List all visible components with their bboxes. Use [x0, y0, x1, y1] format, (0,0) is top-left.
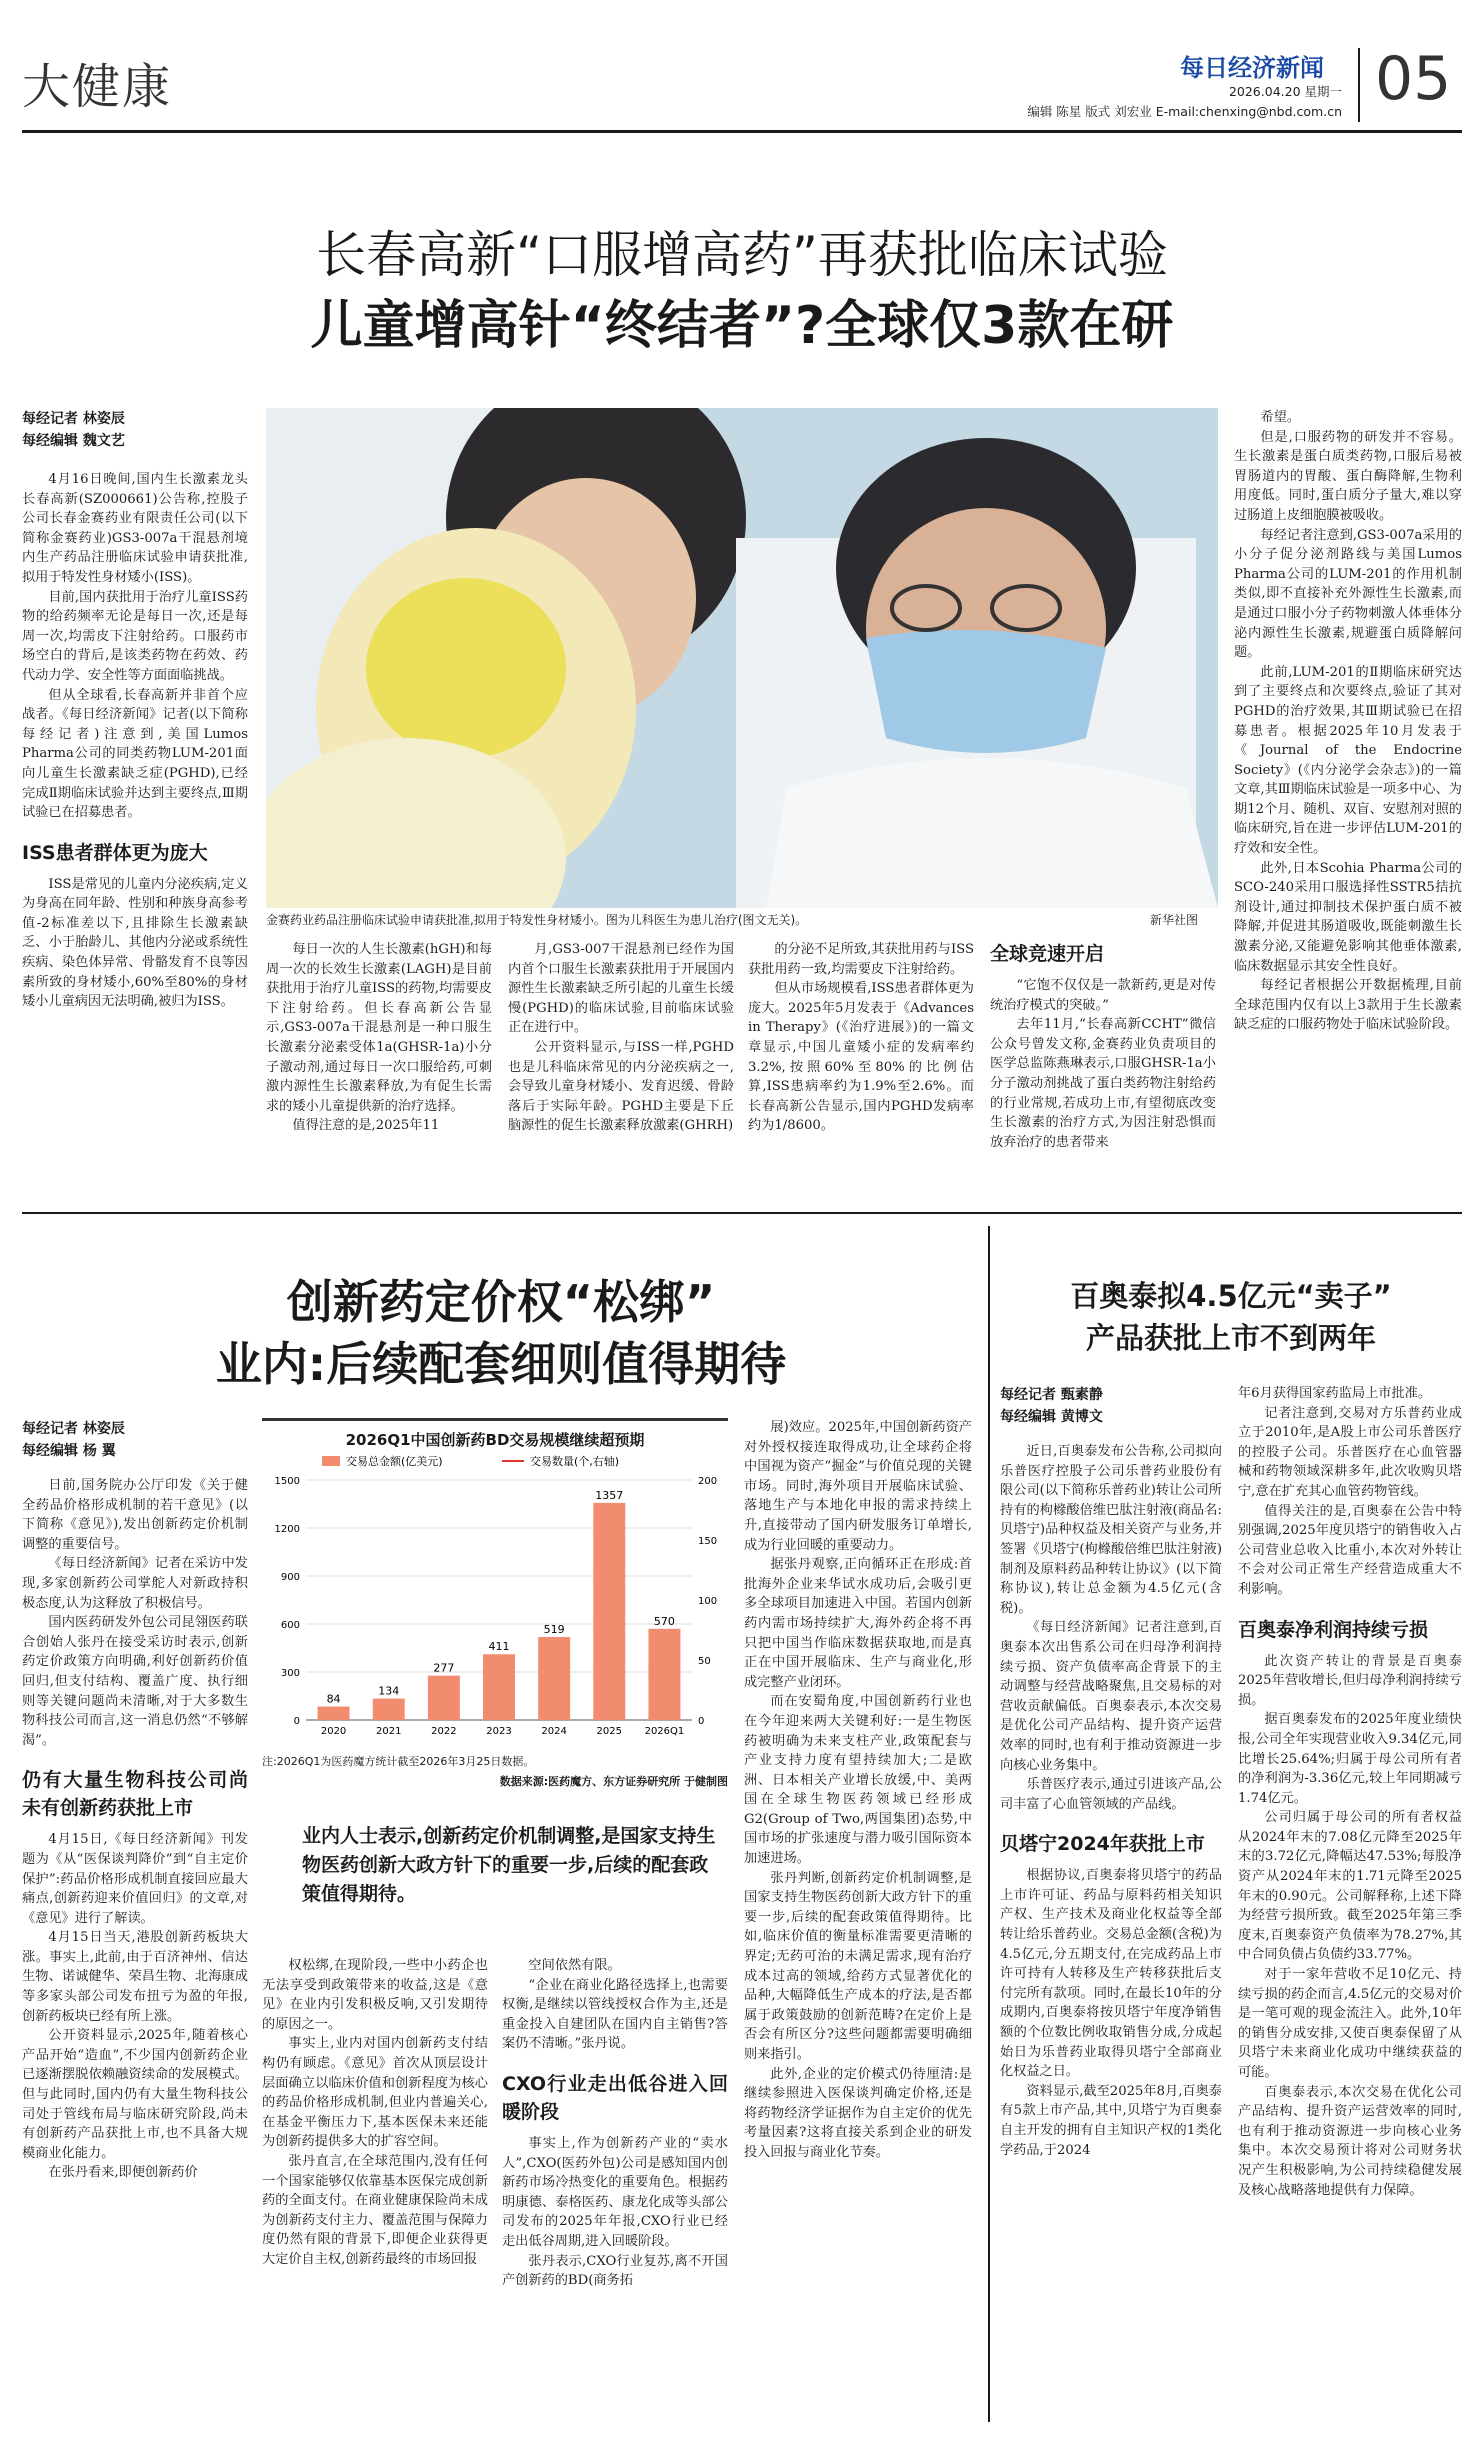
- news-photo: [266, 408, 1218, 908]
- article2-title-line1: 创新药定价权“松绑”: [286, 1275, 716, 1329]
- paragraph: 4月15日当天,港股创新药板块大涨。事实上,此前,由于百济神州、信达生物、诺诚健华、荣昌生物、北海康成等多家头部公司发布扭亏为盈的年报,创新药板块已经有所上涨。: [22, 1930, 248, 2024]
- bar: [483, 1654, 515, 1720]
- bar: [538, 1637, 570, 1720]
- y-tick-label: 0: [293, 1716, 300, 1727]
- paragraph: 张丹判断,创新药定价机制调整,是国家支持生物医药创新大政方针下的重要一步,后续的配套政策值得期待。比如,临床价值的衡量标准需要更清晰的界定;无药可治的未满足需求,现有治疗成本过高的领域,给药方式显著优化的品种,大幅降低生产成本的疗法,是否都属于政策鼓励的创新范畴?在定价上是否会有所区分?这些问题都需要明确细则来指引。: [744, 1870, 972, 2062]
- y-tick-label: 900: [280, 1572, 300, 1583]
- subheading: ISS患者群体更为庞大: [22, 841, 208, 864]
- legend-swatch-bar: [322, 1456, 340, 1466]
- article1-title-line1: 长春高新“口服增高药”再获批临床试验: [316, 226, 1168, 284]
- paragraph: 记者注意到,交易对方乐普药业成立于2010年,是A股上市公司乐普医疗的控股子公司。乐普医疗在心血管器械和药物领域深耕多年,此次收购贝塔宁,意在扩充其心血管药物管线。: [1238, 1405, 1462, 1499]
- y2-tick-label: 200: [698, 1476, 718, 1487]
- paragraph: 4月15日,《每日经济新闻》刊发题为《从“医保谈判降价”到“自主定价保护”:药品价格形成机制直接回应最大痛点,创新药迎来价值回归》的文章,对《意见》进行了解读。: [22, 1832, 248, 1926]
- paragraph: 月,GS3-007干混悬剂已经作为国内首个口服生长激素获批用于开展国内源性生长激素缺乏所引起的儿童生长缓慢(PGHD)的临床试验,目前临床试验正在进行中。: [508, 942, 734, 1036]
- paragraph: 此外,日本Scohia Pharma公司的SCO-240采用口服选择性SSTR5拮抗剂设计,通过抑制技术保护蛋白质不被降解,并促进其肠道吸收,既能刺激生长激素分泌,又能避免影响其他垂体激素,临床数据显示其安全性良好。: [1234, 860, 1462, 974]
- paragraph: 此前,LUM-201的Ⅱ期临床研究达到了主要终点和次要终点,验证了其对PGHD的治疗效果,其Ⅲ期试验已在招募患者。根据2025年10月发表于《Journal of the Endocrine Society》(《内分泌学会杂志》)的一篇文章,其Ⅲ期临床试验是一项多中心、为期12个月、随机、双盲、安慰剂对照的临床研究,旨在进一步评估LUM-201的疗效和安全性。: [1234, 664, 1462, 857]
- paragraph: 此外,企业的定价模式仍待厘清:是继续参照进入医保谈判确定价格,还是将药物经济学证据作为自主定价的优先考量因素?这将直接关系到企业的研发投入回报与商业化节奏。: [744, 2066, 972, 2160]
- paragraph: 但从全球看,长春高新并非首个应战者。《每日经济新闻》记者(以下简称每经记者)注意到,美国Lumos Pharma公司的同类药物LUM-201面向儿童生长激素缺乏症(PGHD),已经完成Ⅱ期临床试验并达到主要终点,Ⅲ期试验已在招募患者。: [22, 687, 248, 821]
- x-tick-label: 2022: [431, 1726, 457, 1737]
- article1-column-4: [748, 940, 974, 1202]
- paper-name: 每日经济新闻: [1180, 54, 1324, 82]
- paragraph: “它饱不仅仅是一款新药,更是对传统治疗模式的突破。”: [990, 978, 1216, 1013]
- article1-column-5: [990, 940, 1216, 1202]
- y2-tick-label: 0: [698, 1716, 705, 1727]
- paragraph: 但是,口服药物的研发并不容易。生长激素是蛋白质类药物,口服后易被胃肠道内的胃酸、蛋白酶降解,生物利用度低。同时,蛋白质分子量大,难以穿过肠道上皮细胞膜被吸收。: [1234, 429, 1462, 523]
- article2-column-1: [22, 1476, 248, 2422]
- paragraph: 此次资产转让的背景是百奥泰2025年营收增长,但归母净利润持续亏损。: [1238, 1653, 1462, 1708]
- paragraph: 公司归属于母公司的所有者权益从2024年末的7.08亿元降至2025年末的3.72亿元,降幅达47.53%;每股净资产从2024年末的1.71元降至2025年末的0.90元。公司解释称,上述下降为经营亏损所致。截至2025年第三季度末,百奥泰资产负债率为78.27%,其中合同负债占负债约33.77%。: [1238, 1810, 1462, 1963]
- article1-column-6: [1234, 408, 1462, 1202]
- paragraph: 张丹直言,在全球范围内,没有任何一个国家能够仅依靠基本医保完成创新药的全面支付。在商业健康保险尚未成为创新药支付主力、覆盖范围与保障力度仍然有限的背景下,即便企业获得更大定价自主权,创新药最终的市场回报: [262, 2153, 488, 2267]
- paragraph: 空间依然有限。: [528, 1958, 621, 1973]
- chart-source: 数据来源:医药魔方、东方证券研究所 于健制图: [499, 1775, 728, 1788]
- subheading: CXO行业走出低谷进入回暖阶段: [502, 2072, 728, 2123]
- article2-column-4: [744, 1418, 972, 2422]
- paragraph: 年6月获得国家药监局上市批准。: [1238, 1386, 1432, 1401]
- paragraph: 但从市场规模看,ISS患者群体更为庞大。2025年5月发表于《Advances in Therapy》(《治疗进展》)的一篇文章显示,中国儿童矮小症的发病率约3.2%,按照60%至80%的比例估算,ISS患病率约为1.9%至2.6%。而长春高新公告显示,国内PGHD发病率约为1/8600。: [748, 981, 974, 1134]
- paragraph: 据百奥泰发布的2025年度业绩快报,公司全年实现营业收入9.34亿元,同比增长25.64%;归属于母公司所有者的净利润为-3.36亿元,较上年同期减亏1.74亿元。: [1238, 1712, 1462, 1806]
- paragraph: 值得关注的是,百奥泰在公告中特别强调,2025年度贝塔宁的销售收入占公司营业总收入比重小,本次对外转让不会对公司正常生产经营造成重大不利影响。: [1238, 1503, 1462, 1597]
- bar-value-label: 1357: [595, 1488, 624, 1502]
- photo-scene-icon: [266, 408, 1218, 908]
- paragraph: 权松绑,在现阶段,一些中小药企也无法享受到政策带来的收益,这是《意见》在业内引发积极反响,又引发期待的原因之一。: [262, 1958, 488, 2032]
- article1-editor: 每经编辑 魏文艺: [22, 433, 125, 449]
- paragraph: 张丹表示,CXO行业复苏,离不开国产创新药的BD(商务拓: [502, 2253, 728, 2289]
- article3-column-2: [1238, 1384, 1462, 2422]
- paragraph: 乐普医疗表示,通过引进该产品,公司丰富了心血管领域的产品线。: [1000, 1777, 1222, 1812]
- article1-column-3: [508, 940, 734, 1202]
- x-tick-label: 2021: [375, 1726, 402, 1737]
- paragraph: 据张丹观察,正向循环正在形成:首批海外企业来华试水成功后,会吸引更多全球项目加速进入中国。若国内创新药内需市场持续扩大,海外药企将不再只把中国当作临床数据获取地,而是真正在中国开展临床、生产与商业化,形成完整产业闭环。: [744, 1557, 972, 1690]
- bar: [428, 1676, 460, 1720]
- paragraph: “企业在商业化路径选择上,也需要权衡,是继续以管线授权合作为主,还是重金投入自建团队在国内自主销售?答案仍不清晰。”张丹说。: [502, 1977, 728, 2052]
- paragraph: 《每日经济新闻》记者在采访中发现,多家创新药公司掌舵人对新政持积极态度,认为这释放了积极信号。: [22, 1556, 248, 1611]
- paragraph: 4月16日晚间,国内生长激素龙头长春高新(SZ000661)公告称,控股子公司长春金赛药业有限责任公司(以下简称金赛药业)GS3-007a干混悬剂境内生产药品注册临床试验申请获批准,拟用于特发性身材矮小(ISS)。: [22, 472, 248, 585]
- article2-editor: 每经编辑 杨 翼: [22, 1443, 116, 1459]
- article3-column-1: [1000, 1442, 1222, 2422]
- paragraph: 根据协议,百奥泰将贝塔宁的药品上市许可证、药品与原料药相关知识产权、生产技术及商业化权益等全部转让给乐普药业。交易总金额(含税)为4.5亿元,分五期支付,在完成药品上市许可持有人转移及生产转移获批后支付完所有款项。同时,在最长10年的分成期内,百奥泰将按贝塔宁年度净销售额的个位数比例收取销售分成,分成起始日为乐普药业取得贝塔宁全部商业化权益之日。: [1000, 1868, 1222, 2080]
- bd-chart: [262, 1418, 728, 1802]
- article2-reporter: 每经记者 林姿辰: [22, 1421, 125, 1437]
- paragraph: 近日,百奥泰发布公告称,公司拟向乐普医疗控股子公司乐普药业股份有限公司(以下简称乐普药业)转让公司所持有的枸橼酸倍维巴肽注射液(商品名:贝塔宁)品种权益及相关资产与业务,并签署《贝塔宁(枸橼酸倍维巴肽注射液)制剂及原料药品种转让协议》(以下简称协议),转让总金额为4.5亿元(含税)。: [1000, 1444, 1222, 1616]
- editor-line: 编辑 陈星 版式 刘宏业 E-mail:chenxing@nbd.com.cn: [1027, 104, 1342, 119]
- bar: [648, 1629, 680, 1720]
- paragraph: 资料显示,截至2025年8月,百奥泰有5款上市产品,其中,贝塔宁为百奥泰自主开发的拥有自主知识产权的1类化学药品,于2024: [1000, 2083, 1222, 2158]
- paragraph: 目前,国内获批用于治疗儿童ISS药物的给药频率无论是每日一次,还是每周一次,均需皮下注射给药。口服药市场空白的背后,是该类药物在药效、药代动力学、安全性等方面面临挑战。: [22, 589, 248, 683]
- paragraph: 而在安蜀角度,中国创新药行业也在今年迎来两大关键利好:一是生物医药被明确为未来支柱产业,政策配套与产业支持力度有望持续加大;二是欧洲、日本相关产业增长放缓,中、美两国在全球生物医药领域已经形成G2(Group of Two,两国集团)态势,中国市场的扩张速度与潜力吸引国际资本加速进场。: [744, 1694, 972, 1867]
- bar: [373, 1699, 405, 1720]
- bar: [318, 1707, 350, 1720]
- paragraph: ISS是常见的儿童内分泌疾病,定义为身高在同年龄、性别和种族身高参考值-2标准差以下,且排除生长激素缺乏、小于胎龄儿、其他内分泌或系统性疾病、染色体异常、骨骼发育不良等因素所致的身材矮小,60%至80%的身材矮小儿童病因无法明确,被归为ISS。: [22, 876, 248, 1010]
- chart-plot: [262, 1450, 728, 1750]
- photo-credit: 新华社图: [1150, 913, 1199, 927]
- legend-label-bar: 交易总金额(亿美元): [346, 1455, 443, 1468]
- article1-column-1: [22, 470, 248, 1200]
- article3-title-line1: 百奥泰拟4.5亿元“卖子”: [1070, 1279, 1392, 1313]
- y-tick-label: 1200: [274, 1524, 300, 1535]
- legend-label-line: 交易数量(个,右轴): [530, 1455, 620, 1468]
- column-divider: [988, 1226, 990, 2422]
- paragraph: 公开资料显示,与ISS一样,PGHD也是儿科临床常见的内分泌疾病之一,会导致儿童身材矮小、发育迟缓、骨龄落后于实际年龄。PGHD主要是下丘脑源性的促生长激素释放激素(GHRH): [508, 1039, 734, 1134]
- article2-column-3: [502, 1956, 728, 2422]
- x-tick-label: 2020: [320, 1726, 347, 1737]
- x-tick-label: 2025: [596, 1726, 623, 1737]
- bar-value-label: 411: [488, 1640, 510, 1654]
- bar-value-label: 519: [543, 1622, 565, 1636]
- article2-column-2: [262, 1956, 488, 2422]
- article1-column-2: [266, 940, 492, 1202]
- paragraph: 国内医药研发外包公司昆翎医药联合创始人张丹在接受采访时表示,创新药定价政策方向明确,利好创新药价值回归,但支付结构、覆盖广度、执行细则等关键问题尚未清晰,对于大多数生物科技公司而言,这一消息仍然“不够解渴”。: [22, 1615, 248, 1748]
- y-tick-label: 300: [280, 1668, 300, 1679]
- bar-value-label: 134: [378, 1684, 400, 1698]
- y2-tick-label: 100: [698, 1596, 718, 1607]
- article3-title-line2: 产品获批上市不到两年: [1085, 1321, 1376, 1355]
- x-tick-label: 2023: [486, 1726, 512, 1737]
- paragraph: 《每日经济新闻》记者注意到,百奥泰本次出售系公司在归母净利润持续亏损、资产负债率高企背景下的主动调整与经营战略聚焦,且交易标的对营收贡献偏低。百奥泰表示,本次交易是优化公司产品结构、提升资产运营效率的同时,也有利于推动资源进一步向核心业务集中。: [1000, 1620, 1222, 1773]
- paragraph: 去年11月,“长春高新CCHT”微信公众号曾发文称,金赛药业负责项目的医学总监陈燕琳表示,口服GHSR-1a小分子激动剂挑战了蛋白类药物注射给药的行业常规,若成功上市,有望彻底改变生长激素的治疗方式,为因注射恐惧而放弃治疗的患者带来: [990, 1017, 1216, 1150]
- x-tick-label: 2024: [541, 1726, 567, 1737]
- photo-caption: 金赛药业药品注册临床试验申请获批准,拟用于特发性身材矮小。图为儿科医生为患儿治疗(图文无关)。: [266, 913, 808, 927]
- y-tick-label: 600: [280, 1620, 300, 1631]
- subheading: 仍有大量生物科技公司尚未有创新药获批上市: [22, 1769, 248, 1820]
- paragraph: 值得注意的是,2025年11: [292, 1118, 440, 1134]
- y-tick-label: 1500: [274, 1476, 300, 1487]
- paragraph: 在张丹看来,即便创新药价: [48, 2165, 198, 2181]
- article3-editor: 每经编辑 黄博文: [1000, 1409, 1103, 1425]
- chart-note: 注:2026Q1为医药魔方统计截至2026年3月25日数据。: [262, 1755, 535, 1768]
- subheading: 全球竞速开启: [990, 943, 1105, 965]
- header-rule: [22, 130, 1462, 133]
- paragraph: 对于一家年营收不足10亿元、持续亏损的药企而言,4.5亿元的交易对价是一笔可观的现金流注入。此外,10年的销售分成安排,又使百奥泰保留了从贝塔宁未来商业化成功中继续获益的可能。: [1238, 1967, 1462, 2080]
- article1-title-line2: 儿童增高针“终结者”?全球仅3款在研: [310, 296, 1174, 356]
- paragraph: 每经记者注意到,GS3-007a采用的小分子促分泌剂路线与美国Lumos Pharma公司的LUM-201的作用机制类似,即不直接补充外源性生长激素,而是通过口服小分子药物刺激人体垂体分泌内源性生长激素,规避蛋白质降解问题。: [1234, 527, 1462, 661]
- x-tick-label: 2026Q1: [644, 1726, 685, 1737]
- bar: [593, 1503, 625, 1720]
- paragraph: 公开资料显示,2025年,随着核心产品开始“造血”,不少国内创新药企业已逐渐摆脱依赖融资续命的发展模式。但与此同时,国内仍有大量生物科技公司处于管线布局与临床研究阶段,尚未有创新药产品获批上市,也不具备大规模商业化能力。: [22, 2028, 248, 2161]
- paragraph: 展)效应。2025年,中国创新药资产对外授权接连取得成功,让全球药企将中国视为资产“掘金”与价值兑现的关键市场。同时,海外项目开展临床试验、落地生产与本地化申报的需求持续上升,直接带动了国内研发服务订单增长,成为行业回暖的重要动力。: [744, 1420, 972, 1553]
- y2-tick-label: 150: [698, 1536, 718, 1547]
- paragraph: 日前,国务院办公厅印发《关于健全药品价格形成机制的若干意见》(以下简称《意见》),发出创新药定价机制调整的重要信号。: [22, 1478, 248, 1552]
- article-divider: [22, 1212, 1462, 1214]
- article1-reporter: 每经记者 林姿辰: [22, 411, 125, 427]
- paragraph: 百奥泰表示,本次交易在优化公司产品结构、提升资产运营效率的同时,也有利于推动资源进一步向核心业务集中。本次交易预计将对公司财务状况产生积极影响,为公司持续稳健发展及核心战略落地提供有力保障。: [1238, 2084, 1462, 2198]
- pull-quote: 业内人士表示,创新药定价机制调整,是国家支持生物医药创新大政方针下的重要一步,后续的配套政策值得期待。: [302, 1825, 716, 1905]
- article3-reporter: 每经记者 甄素静: [1000, 1387, 1103, 1403]
- paragraph: 每经记者根据公开数据梳理,目前全球范围内仅有以上3款用于生长激素缺乏症的口服药物处于临床试验阶段。: [1234, 978, 1462, 1033]
- bar-value-label: 277: [433, 1661, 455, 1675]
- paragraph: 事实上,作为创新药产业的“卖水人”,CXO(医药外包)公司是感知国内创新药市场冷热变化的重要角色。根据药明康德、泰格医药、康龙化成等头部公司发布的2025年年报,CXO行业已经走出低谷周期,进入回暖阶段。: [502, 2135, 728, 2249]
- bar-value-label: 84: [326, 1692, 341, 1706]
- paragraph: 每日一次的人生长激素(hGH)和每周一次的长效生长激素(LAGH)是目前获批用于治疗儿童ISS的药物,均需要皮下注射给药。但长春高新公告显示,GS3-007a干混悬剂是一种口服生长激素分泌素受体1a(GHSR-1a)小分子激动剂,通过每日一次口服给药,可刺激内源性生长激素释放,为有促生长需求的矮小儿童提供新的治疗选择。: [266, 942, 492, 1114]
- header-divider: [1358, 48, 1360, 122]
- paragraph: 的分泌不足所致,其获批用药与ISS获批用药一致,均需要皮下注射给药。: [748, 942, 974, 977]
- paragraph: 希望。: [1260, 410, 1300, 425]
- y2-tick-label: 50: [698, 1656, 711, 1667]
- section-name: 大健康: [22, 59, 173, 115]
- page-number: 05: [1375, 44, 1452, 114]
- issue-date: 2026.04.20 星期一: [1228, 84, 1342, 99]
- subheading: 百奥泰净利润持续亏损: [1238, 1618, 1429, 1641]
- chart-title: 2026Q1中国创新药BD交易规模继续超预期: [345, 1431, 645, 1449]
- bar-value-label: 570: [653, 1614, 675, 1628]
- article2-title-line2: 业内:后续配套细则值得期待: [215, 1337, 787, 1391]
- subheading: 贝塔宁2024年获批上市: [1000, 1833, 1205, 1856]
- paragraph: 事实上,业内对国内创新药支付结构仍有顾虑。《意见》首次从顶层设计层面确立以临床价值和创新程度为核心的药品价格形成机制,但业内普遍关心,在基金平衡压力下,基本医保未来还能为创新药提供多大的扩容空间。: [262, 2036, 488, 2150]
